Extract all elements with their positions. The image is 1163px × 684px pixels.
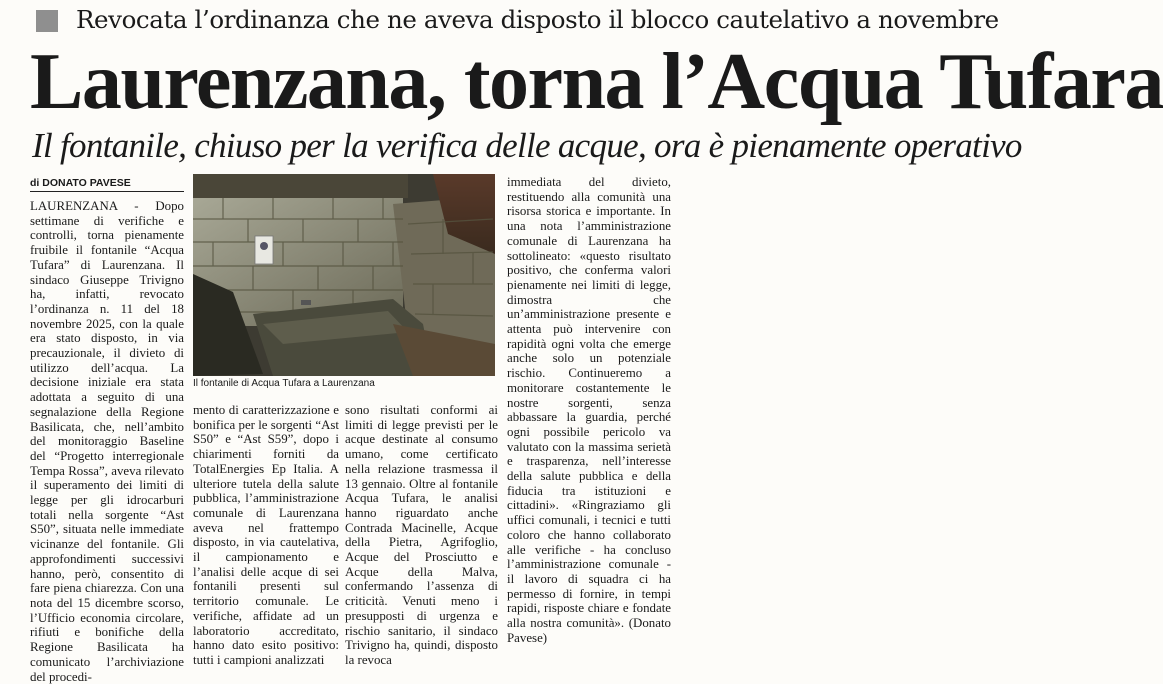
article-column-4 [507,175,671,645]
article-column-2 [193,403,339,667]
article-column-3 [345,403,498,667]
subheadline: Il fontanile, chiuso per la verifica delle acque, ora è pienamente operativo [32,126,1022,165]
column-3-text: sono risultati conformi ai limiti di legge previsti per le acque destinate al consumo umano, come certificato nella relazione trasmessa il 13 gennaio. Oltre al fontanile Acqua Tufara, le analisi hanno riguardato anche Contrada Macinelle, Acque della Pietra, Agrifoglio, Acque del Prosciutto e Acque della Malva, confermando l’assenza di criticità. Venuti meno i presupposti di urgenza e rischio sanitario, il sindaco Trivigno ha, quindi, disposto la revoca [345,403,498,667]
article-column-1 [30,199,184,684]
kicker: Revocata l’ordinanza che ne aveva disposto il blocco cautelativo a novembre [76,5,999,34]
kicker-square [36,10,58,32]
column-4-text: immediata del divieto, restituendo alla comunità una risorsa storica e importante. In una nota l’amministrazione comunale di Laurenzana ha sottolineato: «questo risultato positivo, che conferma valori pienamente nei limiti di legge, dimostra che un’amministrazione presente e attenta può intervenire con rapidità ogni volta che emerge anche solo un potenziale rischio. Continueremo a monitorare costantemente le nostre sorgenti, senza abbassare la guardia, perché ogni possibile pericolo va valutato con la massima serietà e trasparenza, nell’interesse della salute pubblica e della fiducia tra istituzioni e cittadini». «Ringraziamo gli uffici comunali, i tecnici e tutti coloro che hanno collaborato alle verifiche - ha concluso l’amministrazione comunale - il lavoro di squadra ci ha permesso di fornire, in tempi rapidi, risposte chiare e fondate alla nostra comunità». (Donato Pavese) [507,175,671,645]
byline: di DONATO PAVESE [30,176,184,192]
column-2-text: mento di caratterizzazione e bonifica per le sorgenti “Ast S50” e “Ast S59”, dopo i chiarimenti forniti da TotalEnergies Ep Italia. A ulteriore tutela della salute pubblica, l’amministrazione comunale di Laurenzana aveva nel frattempo disposto, in via cautelativa, il campionamento e l’analisi delle acque di sei fontanili presenti sul territorio comunale. Le verifiche, affidate ad un laboratorio accreditato, hanno dato esito positivo: tutti i campioni analizzati [193,403,339,667]
column-1-text: LAURENZANA - Dopo settimane di verifiche e controlli, torna pienamente fruibile il fontanile “Acqua Tufara” di Laurenzana. Il sindaco Giuseppe Trivigno ha, infatti, revocato l’ordinanza n. 11 del 18 novembre 2025, con la quale era stato disposto, in via precauzionale, il divieto di utilizzo dell’acqua. La decisione iniziale era stata adottata a seguito di una segnalazione della Regione Basilicata, che, nell’ambito del monitoraggio Baseline del “Progetto interregionale Tempa Rossa”, aveva rilevato il superamento dei limiti di legge per gli idrocarburi totali nella sorgente “Ast S50”, situata nelle immediate vicinanze del fontanile. Gli approfondimenti successivi hanno, però, consentito di fare piena chiarezza. Con una nota del 15 dicembre scorso, l’Ufficio economia circolare, rifiuti e bonifiche della Regione Basilicata ha comunicato l’archiviazione del procedi- [30,199,184,684]
photo-caption: Il fontanile di Acqua Tufara a Laurenzana [193,378,375,389]
fountain-photo-image [193,174,495,376]
headline: Laurenzana, torna l’Acqua Tufara [30,38,1163,126]
fountain-photo [193,174,495,376]
